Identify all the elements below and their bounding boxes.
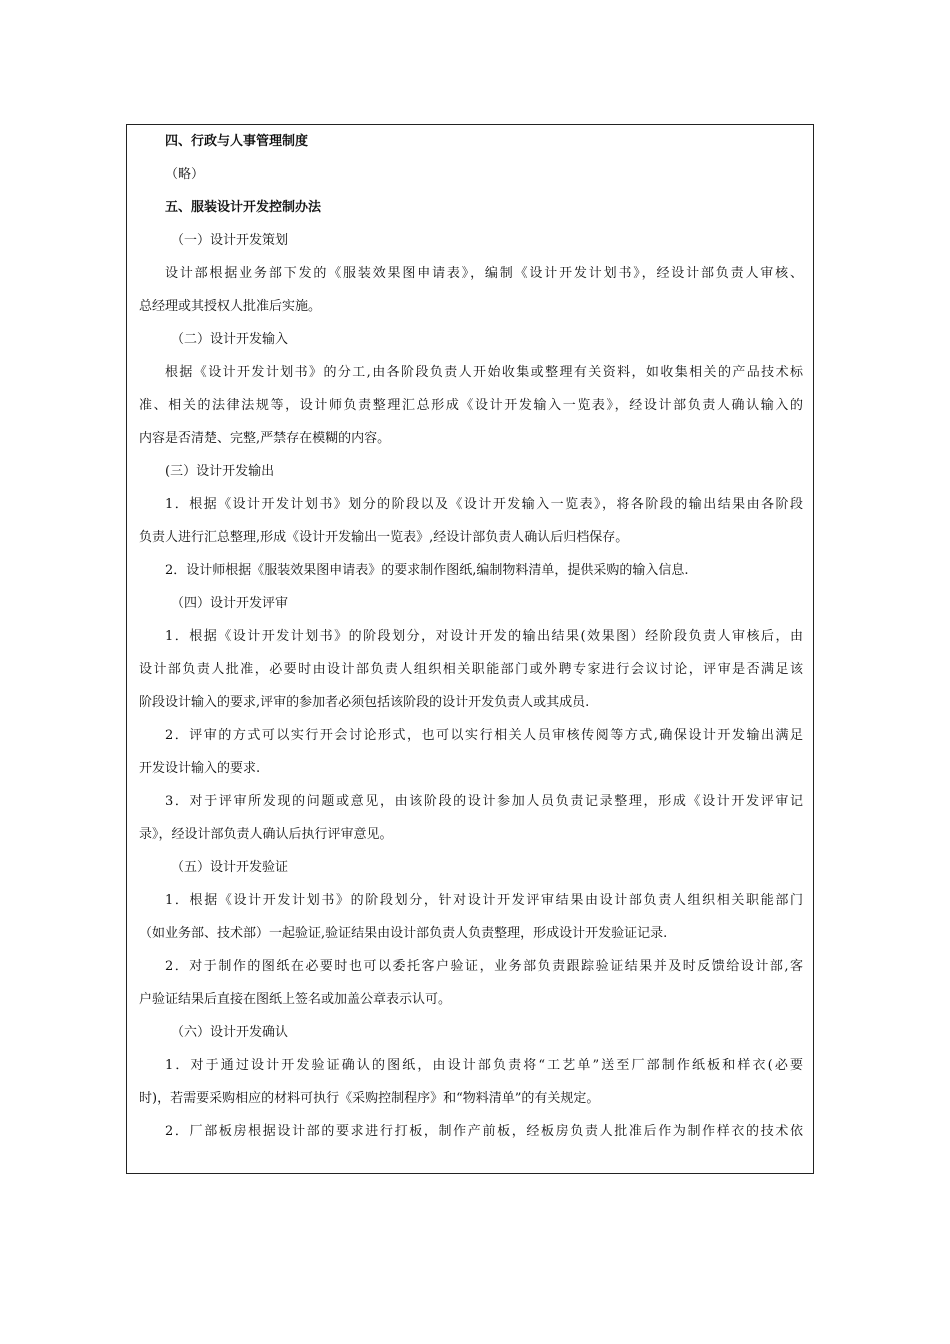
section-4-title: 四、行政与人事管理制度 bbox=[165, 134, 309, 149]
paragraph-line: 根据《设计开发计划书》的分工,由各阶段负责人开始收集或整理有关资料，如收集相关的产品技术标 bbox=[165, 365, 803, 380]
paragraph-line: 开发设计输入的要求. bbox=[139, 761, 261, 776]
paragraph-line: 1．根据《设计开发计划书》划分的阶段以及《设计开发输入一览表》，将各阶段的输出结果由各阶段 bbox=[165, 497, 803, 512]
paragraph-line: 总经理或其授权人批准后实施。 bbox=[139, 299, 322, 314]
paragraph-line: 1．根据《设计开发计划书》的阶段划分，对设计开发的输出结果(效果图）经阶段负责人审核后，由 bbox=[165, 629, 803, 644]
paragraph-line: 负责人进行汇总整理,形成《设计开发输出一览表》,经设计部负责人确认后归档保存。 bbox=[139, 530, 629, 545]
paragraph-line: 设计部根据业务部下发的《服装效果图申请表》，编制《设计开发计划书》，经设计部负责人审核、 bbox=[165, 266, 803, 281]
section-5-title: 五、服装设计开发控制办法 bbox=[165, 200, 322, 215]
paragraph-line: （如业务部、技术部）一起验证,验证结果由设计部负责人负责整理，形成设计开发验证记录. bbox=[139, 926, 668, 941]
paragraph-line: 时)，若需要采购相应的材料可执行《采购控制程序》和“物料清单”的有关规定。 bbox=[139, 1091, 600, 1106]
paragraph-line: 1．对于通过设计开发验证确认的图纸，由设计部负责将“工艺单”送至厂部制作纸板和样衣(必要 bbox=[165, 1058, 803, 1073]
paragraph-line: 设计部负责人批准，必要时由设计部负责人组织相关职能部门或外聘专家进行会议讨论，评审是否满足该 bbox=[139, 662, 803, 677]
subsection-4-title: （四）设计开发评审 bbox=[171, 596, 289, 611]
subsection-2-title: （二）设计开发输入 bbox=[171, 332, 289, 347]
paragraph-line: 准、相关的法律法规等，设计师负责整理汇总形成《设计开发输入一览表》，经设计部负责人确认输入的 bbox=[139, 398, 803, 413]
subsection-6-title: （六）设计开发确认 bbox=[171, 1025, 289, 1040]
document-content bbox=[139, 125, 803, 1148]
subsection-5-title: （五）设计开发验证 bbox=[171, 860, 289, 875]
paragraph-line: 内容是否清楚、完整,严禁存在模糊的内容。 bbox=[139, 431, 391, 446]
paragraph-line: 1．根据《设计开发计划书》的阶段划分，针对设计开发评审结果由设计部负责人组织相关职能部门 bbox=[165, 893, 803, 908]
subsection-3-title: (三）设计开发输出 bbox=[165, 464, 275, 479]
document-frame bbox=[126, 124, 814, 1174]
paragraph-line: 2．评审的方式可以实行开会讨论形式，也可以实行相关人员审核传阅等方式,确保设计开发输出满足 bbox=[165, 728, 803, 743]
section-4-body: （略） bbox=[165, 167, 205, 182]
paragraph-line: 阶段设计输入的要求,评审的参加者必须包括该阶段的设计开发负责人或其成员. bbox=[139, 695, 590, 710]
paragraph-line: 户验证结果后直接在图纸上签名或加盖公章表示认可。 bbox=[139, 992, 452, 1007]
paragraph-line: 2．对于制作的图纸在必要时也可以委托客户验证，业务部负责跟踪验证结果并及时反馈给设计部,客 bbox=[165, 959, 803, 974]
paragraph-line: 3．对于评审所发现的问题或意见，由该阶段的设计参加人员负责记录整理，形成《设计开发评审记 bbox=[165, 794, 803, 809]
subsection-1-title: （一）设计开发策划 bbox=[171, 233, 289, 248]
paragraph-line: 2．厂部板房根据设计部的要求进行打板，制作产前板，经板房负责人批准后作为制作样衣的技术依 bbox=[165, 1124, 803, 1139]
paragraph-line: 2．设计师根据《服装效果图申请表》的要求制作图纸,编制物料清单，提供采购的输入信息. bbox=[165, 563, 689, 578]
paragraph-line: 录》，经设计部负责人确认后执行评审意见。 bbox=[139, 827, 393, 842]
